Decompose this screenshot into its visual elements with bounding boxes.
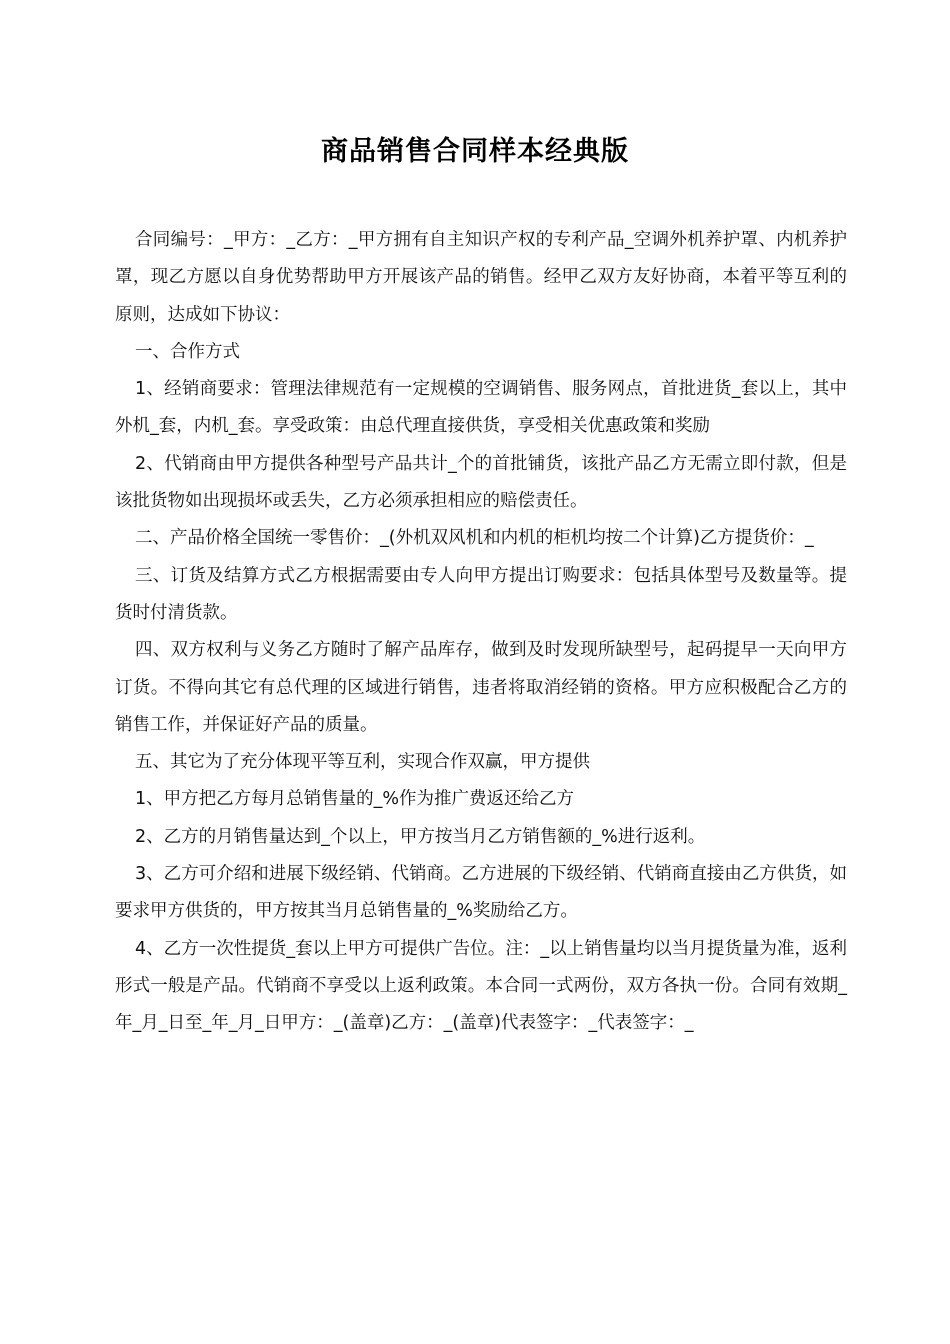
paragraph-section-2-price: 二、产品价格全国统一零售价：_(外机双风机和内机的柜机均按二个计算)乙方提货价：_	[135, 528, 814, 549]
paragraph-advertising-and-signatures: 4、乙方一次性提货_套以上甲方可提供广告位。注：_以上销售量均以当月提货量为准，返利形式一般是产品。代销商不享受以上返利政策。本合同一式两份，双方各执一份。合同有效期_年_月_日至_年_月_日甲方：_(盖章)乙方：_(盖章)代表签字：_代表签字：_	[115, 938, 847, 1034]
paragraph-preamble: 合同编号：_甲方：_乙方：_甲方拥有自主知识产权的专利产品_空调外机养护罩、内机养护罩，现乙方愿以自身优势帮助甲方开展该产品的销售。经甲乙双方友好协商，本着平等互利的原则，达成如下协议：	[115, 230, 847, 325]
paragraph-section-4-rights: 四、双方权利与义务乙方随时了解产品库存，做到及时发现所缺型号，起码提早一天向甲方订货。不得向其它有总代理的区域进行销售，违者将取消经销的资格。甲方应积极配合乙方的销售工作，并保证好产品的质量。	[115, 640, 847, 735]
paragraph-consignment: 2、代销商由甲方提供各种型号产品共计_个的首批铺货，该批产品乙方无需立即付款，但是该批货物如出现损坏或丢失，乙方必须承担相应的赔偿责任。	[115, 453, 847, 512]
document-body	[115, 222, 847, 1043]
paragraph-promotion-fee: 1、甲方把乙方每月总销售量的_%作为推广费返还给乙方	[135, 789, 575, 810]
paragraph-sub-dealers: 3、乙方可介绍和进展下级经销、代销商。乙方进展的下级经销、代销商直接由乙方供货，如要求甲方供货的，甲方按其当月总销售量的_%奖励给乙方。	[115, 864, 847, 922]
paragraph-rebate: 2、乙方的月销售量达到_个以上，甲方按当月乙方销售额的_%进行返利。	[135, 826, 706, 847]
document-title: 商品销售合同样本经典版	[321, 136, 629, 167]
paragraph-section-5-heading: 五、其它为了充分体现平等互利，实现合作双赢，甲方提供	[135, 752, 590, 773]
paragraph-section-3-ordering: 三、订货及结算方式乙方根据需要由专人向甲方提出订购要求：包括具体型号及数量等。提货时付清货款。	[115, 565, 847, 623]
paragraph-section-1-heading: 一、合作方式	[135, 341, 240, 362]
paragraph-dealer-requirements: 1、经销商要求：管理法律规范有一定规模的空调销售、服务网点，首批进货_套以上，其中外机_套，内机_套。享受政策：由总代理直接供货，享受相关优惠政策和奖励	[115, 379, 847, 437]
